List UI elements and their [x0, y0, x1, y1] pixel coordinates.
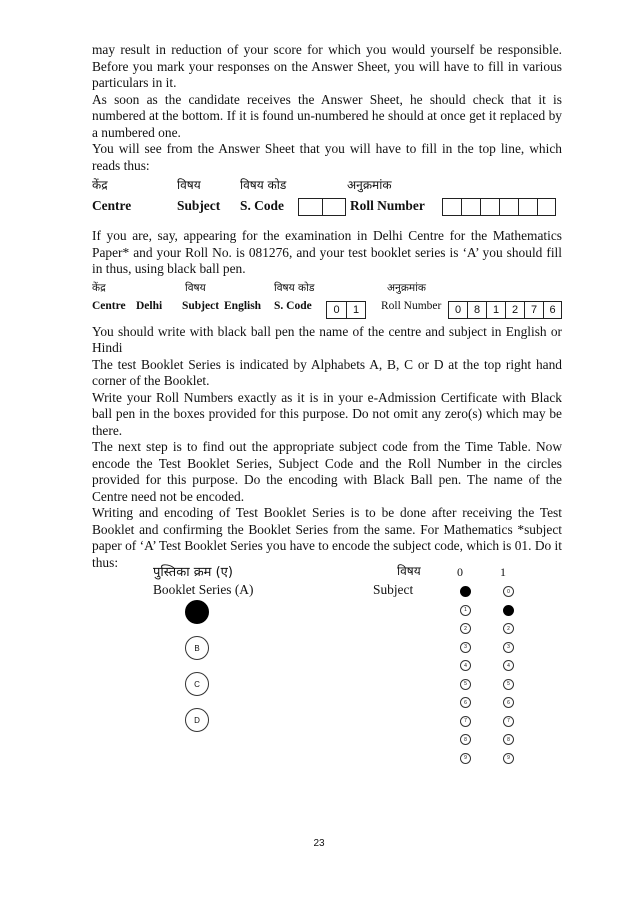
- subject-label: Subject: [177, 198, 221, 213]
- hindi-scode-label: विषय कोड: [274, 281, 315, 294]
- digit-bubble-col1-4: 4: [503, 660, 514, 671]
- roll-label: Roll Number: [381, 299, 442, 312]
- roll-label: Roll Number: [350, 198, 425, 213]
- roll-digit-box: 7: [524, 301, 543, 319]
- paragraph: The test Booklet Series is indicated by Alphabets A, B, C or D at the top right hand corner of the Booklet.: [92, 356, 562, 388]
- roll-box: [480, 198, 499, 216]
- digit-bubble-col0-6: 6: [460, 697, 471, 708]
- booklet-hindi-label: पुस्तिका क्रम (ए): [153, 565, 233, 580]
- digit-bubble-col1-2: 2: [503, 623, 514, 634]
- paragraphs-mid: [92, 324, 562, 572]
- centre-label: Centre: [92, 299, 126, 312]
- digit-bubble-col1-7: 7: [503, 716, 514, 727]
- subject-label: Subject: [373, 582, 414, 597]
- digit-bubble-col1-9: 9: [503, 753, 514, 764]
- roll-box: [461, 198, 480, 216]
- hindi-centre-label: केंद्र: [92, 281, 106, 294]
- subject-label: Subject: [182, 299, 220, 312]
- digit-bubble-col0-9: 9: [460, 753, 471, 764]
- encoding-diagram: [0, 560, 638, 780]
- paragraph: Writing and encoding of Test Booklet Series is to be done after receiving the Test Booklet and confirming the Booklet Series from the same. For Mathematics *subject paper of ‘A’ Test Booklet Series you have to encode the subject code, which is 01. Do it thus:: [92, 505, 562, 570]
- scode-label: S. Code: [240, 198, 284, 213]
- digit-bubble-col0-8: 8: [460, 734, 471, 745]
- roll-box: [442, 198, 461, 216]
- hindi-subject-label: विषय: [177, 178, 201, 192]
- hindi-roll-label: अनुक्रमांक: [347, 178, 392, 192]
- series-bubble-d: D: [185, 708, 209, 732]
- digit-bubble-col1-8: 8: [503, 734, 514, 745]
- series-bubble-a: [185, 600, 209, 624]
- scode-box: [322, 198, 346, 216]
- scode-digit-box: 0: [326, 301, 346, 319]
- digit-bubble-col0-1: 1: [460, 605, 471, 616]
- answer-sheet-header-blank: [92, 176, 562, 220]
- paragraph-example: If you are, say, appearing for the examination in Delhi Centre for the Mathematics Paper* and your Roll No. is 081276, and your test booklet series is ‘A’ you should fill in thus, using black ball pen.: [92, 228, 562, 276]
- hindi-subject-label: विषय: [185, 281, 206, 294]
- hindi-roll-label: अनुक्रमांक: [387, 281, 426, 294]
- subject-value: English: [224, 299, 262, 312]
- scode-boxes: [298, 198, 346, 216]
- roll-box: [518, 198, 537, 216]
- roll-boxes: [448, 301, 562, 319]
- digit-bubble-col1-6: 6: [503, 697, 514, 708]
- scode-label: S. Code: [274, 299, 312, 312]
- paragraph: As soon as the candidate receives the Answer Sheet, he should check that it is numbered at the bottom. If it is found un-numbered he should at once get it replaced by a numbered one.: [92, 91, 562, 140]
- column-header-1: 1: [500, 565, 506, 579]
- digit-bubble-col1-1: [503, 605, 514, 616]
- digit-bubble-col1-0: 0: [503, 586, 514, 597]
- scode-box: [298, 198, 322, 216]
- scode-digit-box: 1: [346, 301, 366, 319]
- roll-digit-box: 8: [467, 301, 486, 319]
- roll-digit-box: 0: [448, 301, 467, 319]
- centre-value: Delhi: [136, 299, 163, 312]
- answer-sheet-header-filled: [92, 281, 562, 321]
- subject-hindi-label: विषय: [397, 564, 421, 578]
- centre-label: Centre: [92, 198, 132, 213]
- page-number: 23: [313, 838, 325, 849]
- roll-digit-box: 1: [486, 301, 505, 319]
- digit-bubble-col1-5: 5: [503, 679, 514, 690]
- digit-bubble-col0-7: 7: [460, 716, 471, 727]
- digit-bubble-col0-4: 4: [460, 660, 471, 671]
- roll-digit-box: 6: [543, 301, 562, 319]
- digit-bubble-col0-2: 2: [460, 623, 471, 634]
- column-header-0: 0: [457, 565, 463, 579]
- digit-bubble-col0-5: 5: [460, 679, 471, 690]
- paragraphs-top: [92, 42, 562, 174]
- document-body: [92, 42, 562, 571]
- roll-box: [537, 198, 556, 216]
- digit-bubble-col1-3: 3: [503, 642, 514, 653]
- roll-box: [499, 198, 518, 216]
- hindi-centre-label: केंद्र: [92, 178, 108, 192]
- roll-digit-box: 2: [505, 301, 524, 319]
- paragraph: The next step is to find out the appropriate subject code from the Time Table. Now encode the Test Booklet Series, Subject Code and the Roll Number in the circles provided for this purpose. Do the encoding with Black Ball pen. The name of the Centre need not be encoded.: [92, 439, 562, 504]
- digit-bubble-col0-3: 3: [460, 642, 471, 653]
- hindi-scode-label: विषय कोड: [240, 178, 287, 192]
- paragraph: may result in reduction of your score for which you would yourself be responsible. Before you mark your responses on the Answer Sheet, you will have to fill in various particulars in it.: [92, 42, 562, 90]
- paragraph: Write your Roll Numbers exactly as it is in your e-Admission Certificate with Black ball pen in the boxes provided for this purpose. Do not omit any zero(s) which may be there.: [92, 389, 562, 438]
- roll-boxes: [442, 198, 556, 216]
- digit-bubble-col0-0: [460, 586, 471, 597]
- paragraph: You will see from the Answer Sheet that you will have to fill in the top line, which reads thus:: [92, 141, 562, 173]
- paragraph: You should write with black ball pen the name of the centre and subject in English or Hindi: [92, 323, 562, 355]
- scode-boxes: [326, 301, 366, 319]
- series-bubble-b: B: [185, 636, 209, 660]
- booklet-series-label: Booklet Series (A): [153, 582, 254, 597]
- series-bubble-c: C: [185, 672, 209, 696]
